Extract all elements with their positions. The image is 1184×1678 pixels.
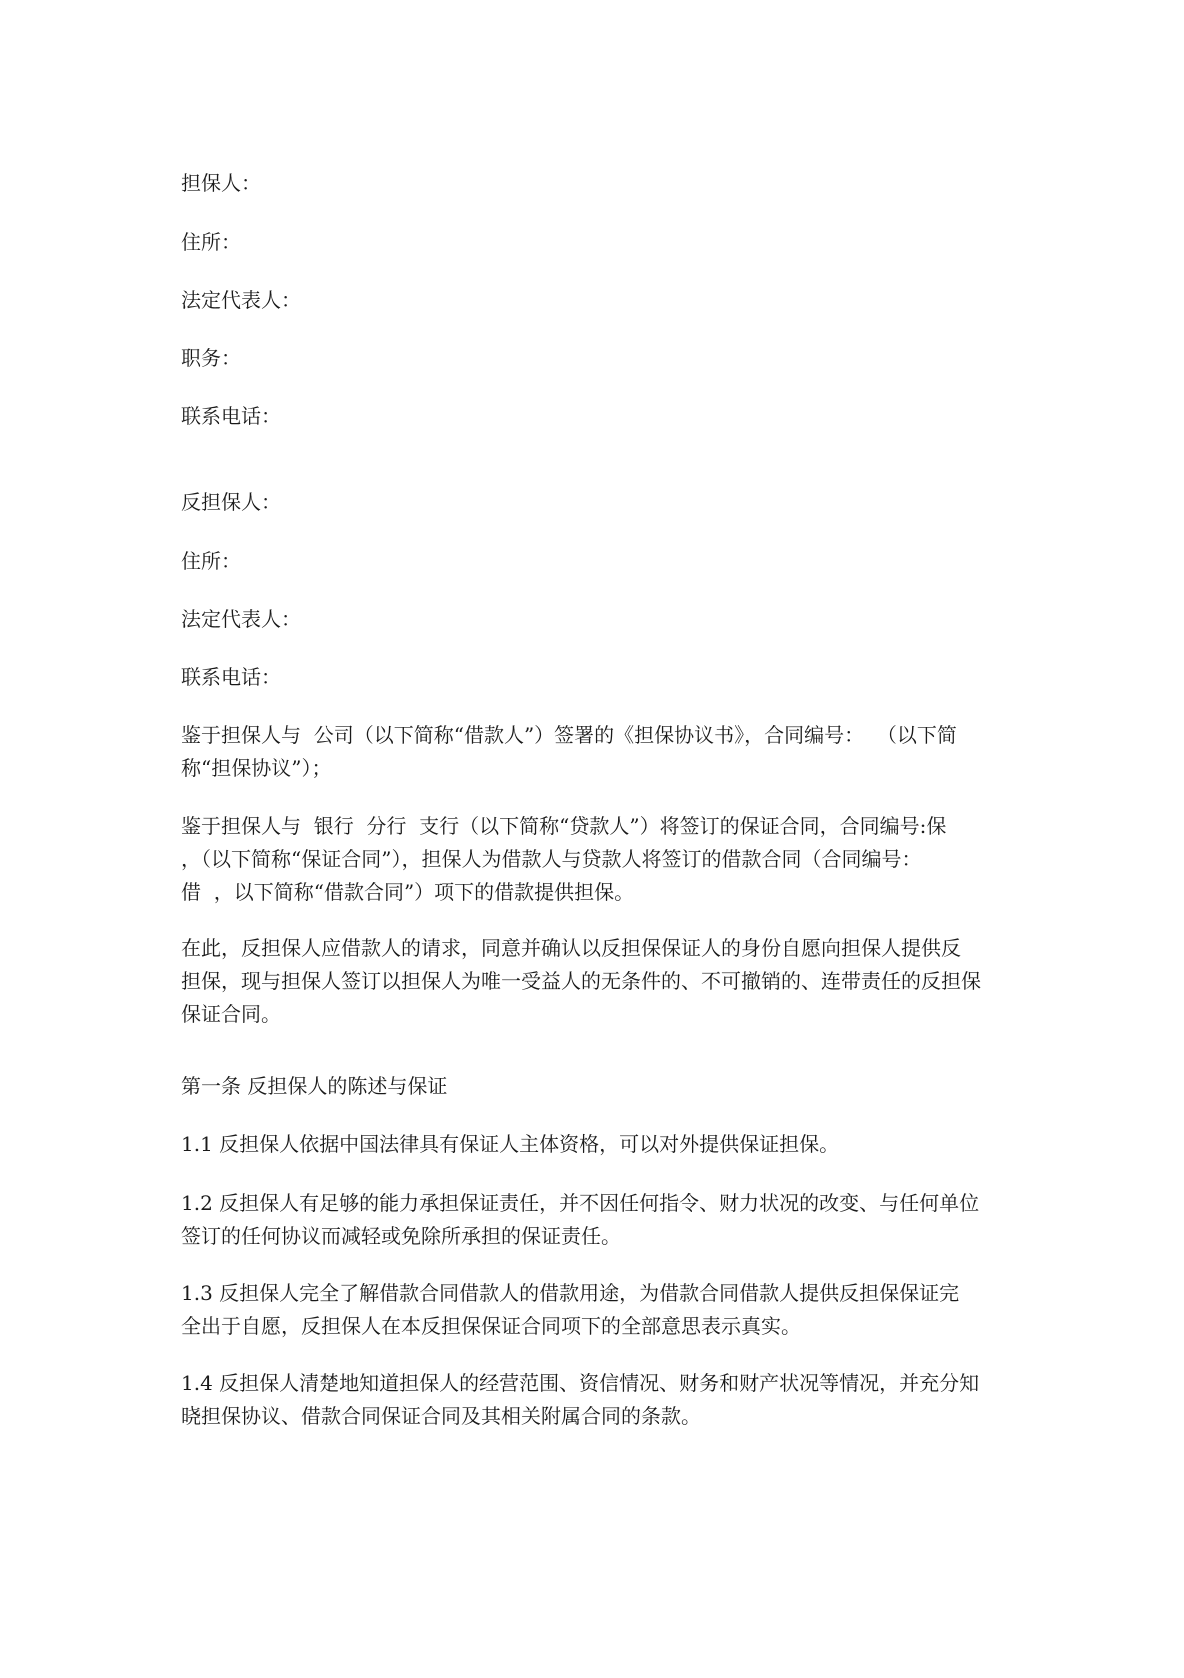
clause-1-3 <box>181 1277 1011 1343</box>
clause-line: 1.3 反担保人完全了解借款合同借款人的借款用途，为借款合同借款人提供反担保保证完 <box>181 1281 960 1305</box>
recital-guarantee-agreement <box>181 719 1011 785</box>
guarantor-legal-rep-label: 法定代表人： <box>181 288 301 312</box>
clause-line: 1.1 反担保人依据中国法律具有保证人主体资格，可以对外提供保证担保。 <box>181 1132 840 1156</box>
counter-guarantor-address-label: 住所： <box>181 549 241 573</box>
recital-line: ，（以下简称“保证合同”），担保人为借款人与贷款人将签订的借款合同（合同编号： <box>181 847 922 871</box>
clause-1-2 <box>181 1187 1011 1253</box>
guarantor-position-label: 职务： <box>181 346 241 370</box>
recital-guarantee-contract <box>181 810 1011 909</box>
clause-1-4 <box>181 1367 1011 1433</box>
clause-line: 1.4 反担保人清楚地知道担保人的经营范围、资信情况、财务和财产状况等情况，并充分知 <box>181 1371 980 1395</box>
counter-guarantor-phone-label: 联系电话： <box>181 665 281 689</box>
recital-line: 鉴于担保人与 银行 分行 支行（以下简称“贷款人”）将签订的保证合同，合同编号:保 <box>181 814 947 838</box>
guarantor-phone-label: 联系电话： <box>181 404 281 428</box>
recital-line: 保证合同。 <box>181 1002 281 1026</box>
recital-line: 担保，现与担保人签订以担保人为唯一受益人的无条件的、不可撤销的、连带责任的反担保 <box>181 969 981 993</box>
guarantor-name-label: 担保人： <box>181 171 261 195</box>
clause-line: 全出于自愿，反担保人在本反担保保证合同项下的全部意思表示真实。 <box>181 1314 801 1338</box>
clause-line: 晓担保协议、借款合同保证合同及其相关附属合同的条款。 <box>181 1404 701 1428</box>
recital-line: 借 ，以下简称“借款合同”）项下的借款提供担保。 <box>181 880 635 904</box>
counter-guarantor-legal-rep-label: 法定代表人： <box>181 607 301 631</box>
recital-line: 鉴于担保人与 公司（以下简称“借款人”）签署的《担保协议书》，合同编号： （以下简 <box>181 723 957 747</box>
clause-line: 签订的任何协议而减轻或免除所承担的保证责任。 <box>181 1224 621 1248</box>
recital-counter-guarantee <box>181 932 1011 1031</box>
recital-line: 称“担保协议”）； <box>181 756 332 780</box>
guarantor-address-label: 住所： <box>181 230 241 254</box>
article-1-title: 第一条 反担保人的陈述与保证 <box>181 1074 448 1098</box>
counter-guarantor-name-label: 反担保人： <box>181 490 281 514</box>
clause-line: 1.2 反担保人有足够的能力承担保证责任，并不因任何指令、财力状况的改变、与任何单位 <box>181 1191 980 1215</box>
recital-line: 在此，反担保人应借款人的请求，同意并确认以反担保保证人的身份自愿向担保人提供反 <box>181 936 961 960</box>
clause-1-1 <box>181 1128 1011 1161</box>
